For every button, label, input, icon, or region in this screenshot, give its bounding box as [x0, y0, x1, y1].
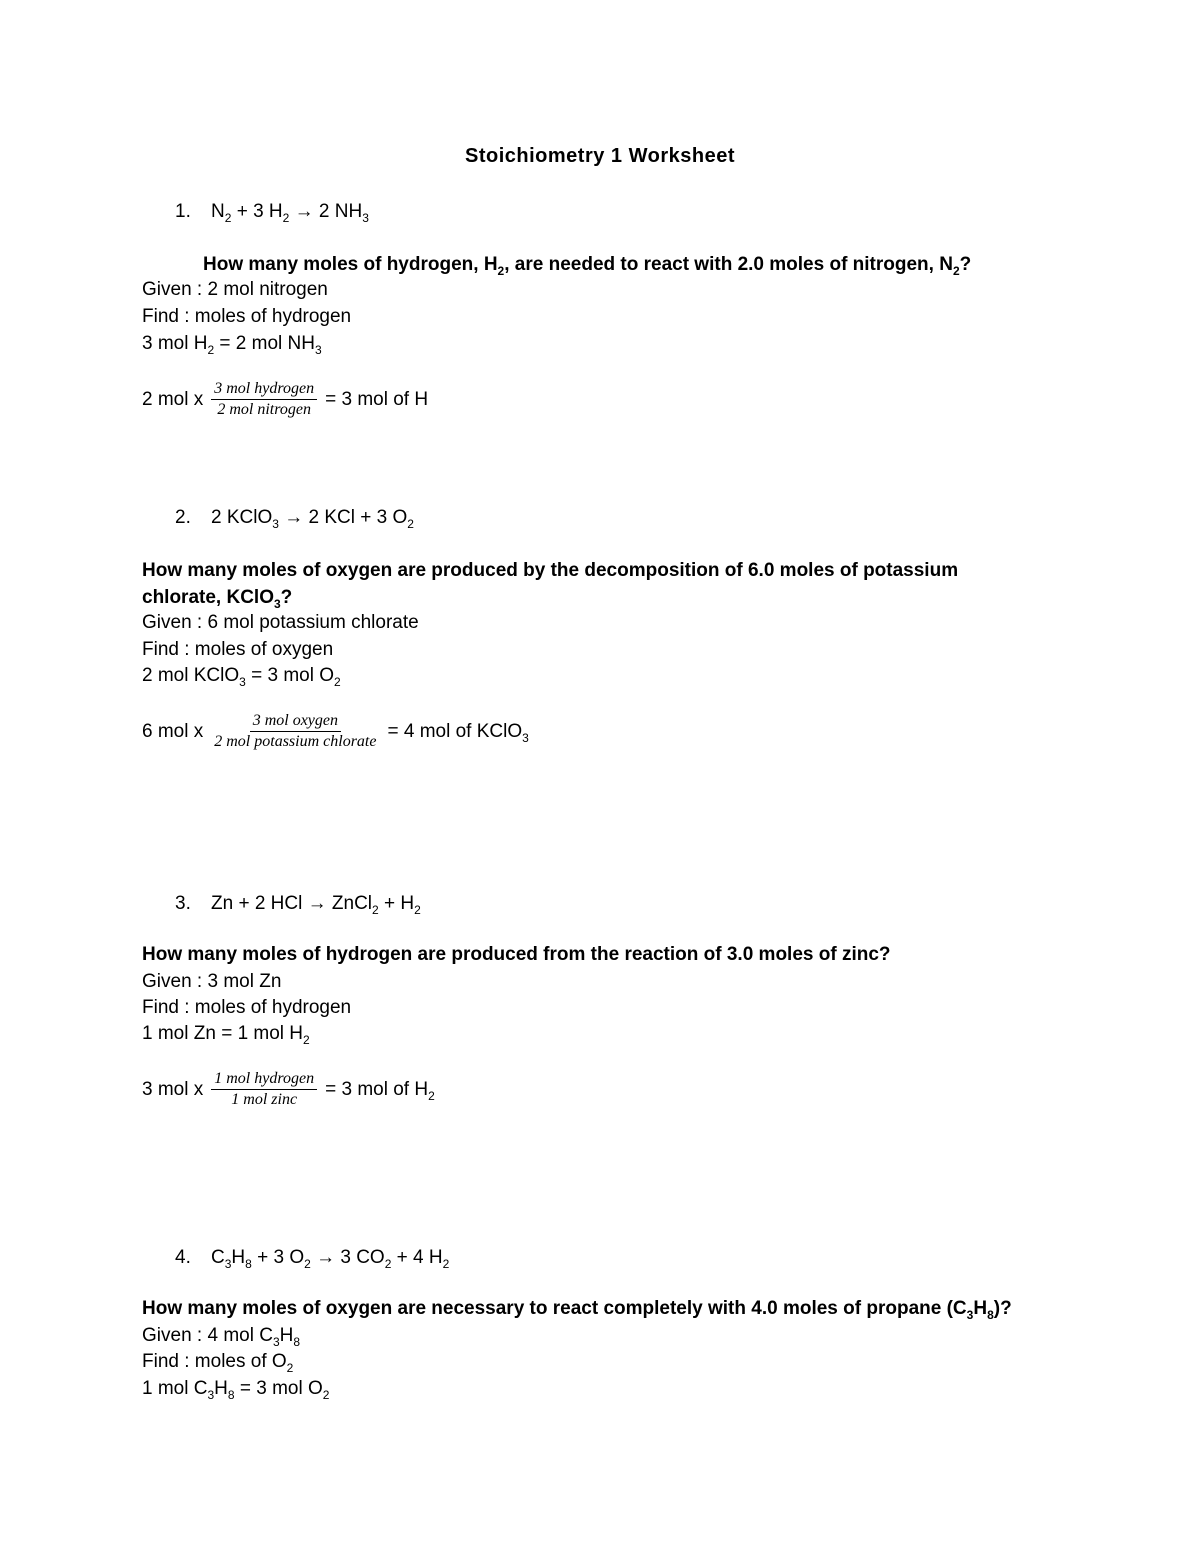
problem-2-calc-rhs: = 4 mol of KClO$_3$ — [387, 720, 529, 745]
problem-1-equation — [175, 200, 369, 224]
problem-3-fraction — [211, 1070, 317, 1109]
problem-2-fraction — [211, 712, 379, 751]
problem-3-fraction-numerator: 1 mol hydrogen — [211, 1070, 317, 1090]
problem-3-number: 3. — [175, 893, 191, 914]
problem-2-find: Find : moles of oxygen — [142, 639, 334, 660]
problem-3-given: Given : 3 mol Zn — [142, 971, 282, 992]
problem-1-ratio: 3 mol $H_2 = 2$ mol $NH_3$ — [142, 333, 322, 357]
problem-3-fraction-denominator: 1 mol zinc — [231, 1091, 298, 1108]
problem-4-equation — [175, 1246, 449, 1270]
problem-1-fraction — [211, 380, 317, 419]
problem-1-given: Given : 2 mol nitrogen — [142, 279, 328, 300]
problem-4-equation-text: $C_3H_8 + 3$ $O_2 \to 3$ $CO_2 + 4$ $H_2$ — [211, 1247, 450, 1271]
problem-4-find: Find : moles of $O_2$ — [142, 1351, 294, 1375]
problem-1-calc-rhs: = 3 mol of H — [325, 388, 429, 410]
problem-1-find: Find : moles of hydrogen — [142, 306, 352, 327]
problem-2-fraction-denominator: 2 mol potassium chlorate — [214, 733, 377, 750]
problem-2-calc-lhs: 6 mol x — [142, 720, 204, 742]
problem-4-ratio: 1 mol $C_3H_8 = 3$ mol $O_2$ — [142, 1378, 330, 1402]
problem-2-given: Given : 6 mol potassium chlorate — [142, 612, 419, 633]
problem-1-number: 1. — [175, 201, 191, 222]
problem-1-calculation — [142, 380, 428, 419]
problem-2-equation — [175, 506, 414, 530]
problem-1-question: How many moles of hydrogen, $H_2$, are needed to react with 2.0 moles of nitrogen, $N_2$? — [203, 254, 972, 278]
problem-3-equation-text: Zn + 2 HCl → ZnCl$_2$ + $H_2$ — [211, 893, 421, 917]
problem-4-given: Given : 4 mol $C_3H_8$ — [142, 1325, 301, 1349]
problem-2-equation-text: 2 KClO$_3$ → 2 KCl + 3 $O_2$ — [211, 507, 414, 531]
problem-1-calc-lhs: 2 mol x — [142, 388, 204, 410]
problem-2-question: How many moles of oxygen are produced by the decomposition of 6.0 moles of potassium chlorate, KClO$_3$? — [142, 560, 959, 611]
problem-3-equation — [175, 892, 421, 916]
problem-2-calculation — [142, 712, 529, 751]
problem-1-fraction-denominator: 2 mol nitrogen — [217, 401, 311, 418]
problem-1-equation-text: $N_2 + 3$ $H_2 \to 2$ $NH_3$ — [211, 201, 369, 225]
problem-3-question: How many moles of hydrogen are produced from the reaction of 3.0 moles of zinc? — [142, 944, 891, 965]
problem-3-find: Find : moles of hydrogen — [142, 997, 352, 1018]
problem-4-question: How many moles of oxygen are necessary to react completely with 4.0 moles of propane $(C_3H_8)$? — [142, 1298, 1012, 1322]
page-title: Stoichiometry 1 Worksheet — [465, 145, 735, 167]
problem-3-calculation — [142, 1070, 435, 1109]
problem-3-ratio: 1 mol Zn = 1 mol $H_2$ — [142, 1023, 310, 1047]
problem-4-number: 4. — [175, 1247, 191, 1268]
problem-2-ratio: 2 mol KClO$_3$ = 3 mol $O_2$ — [142, 665, 341, 689]
problem-2-fraction-numerator: 3 mol oxygen — [250, 712, 341, 732]
problem-1-fraction-numerator: 3 mol hydrogen — [211, 380, 317, 400]
problem-3-calc-lhs: 3 mol x — [142, 1078, 204, 1100]
problem-3-calc-rhs: = 3 mol of $H_2$ — [325, 1078, 435, 1103]
problem-2-number: 2. — [175, 507, 191, 528]
